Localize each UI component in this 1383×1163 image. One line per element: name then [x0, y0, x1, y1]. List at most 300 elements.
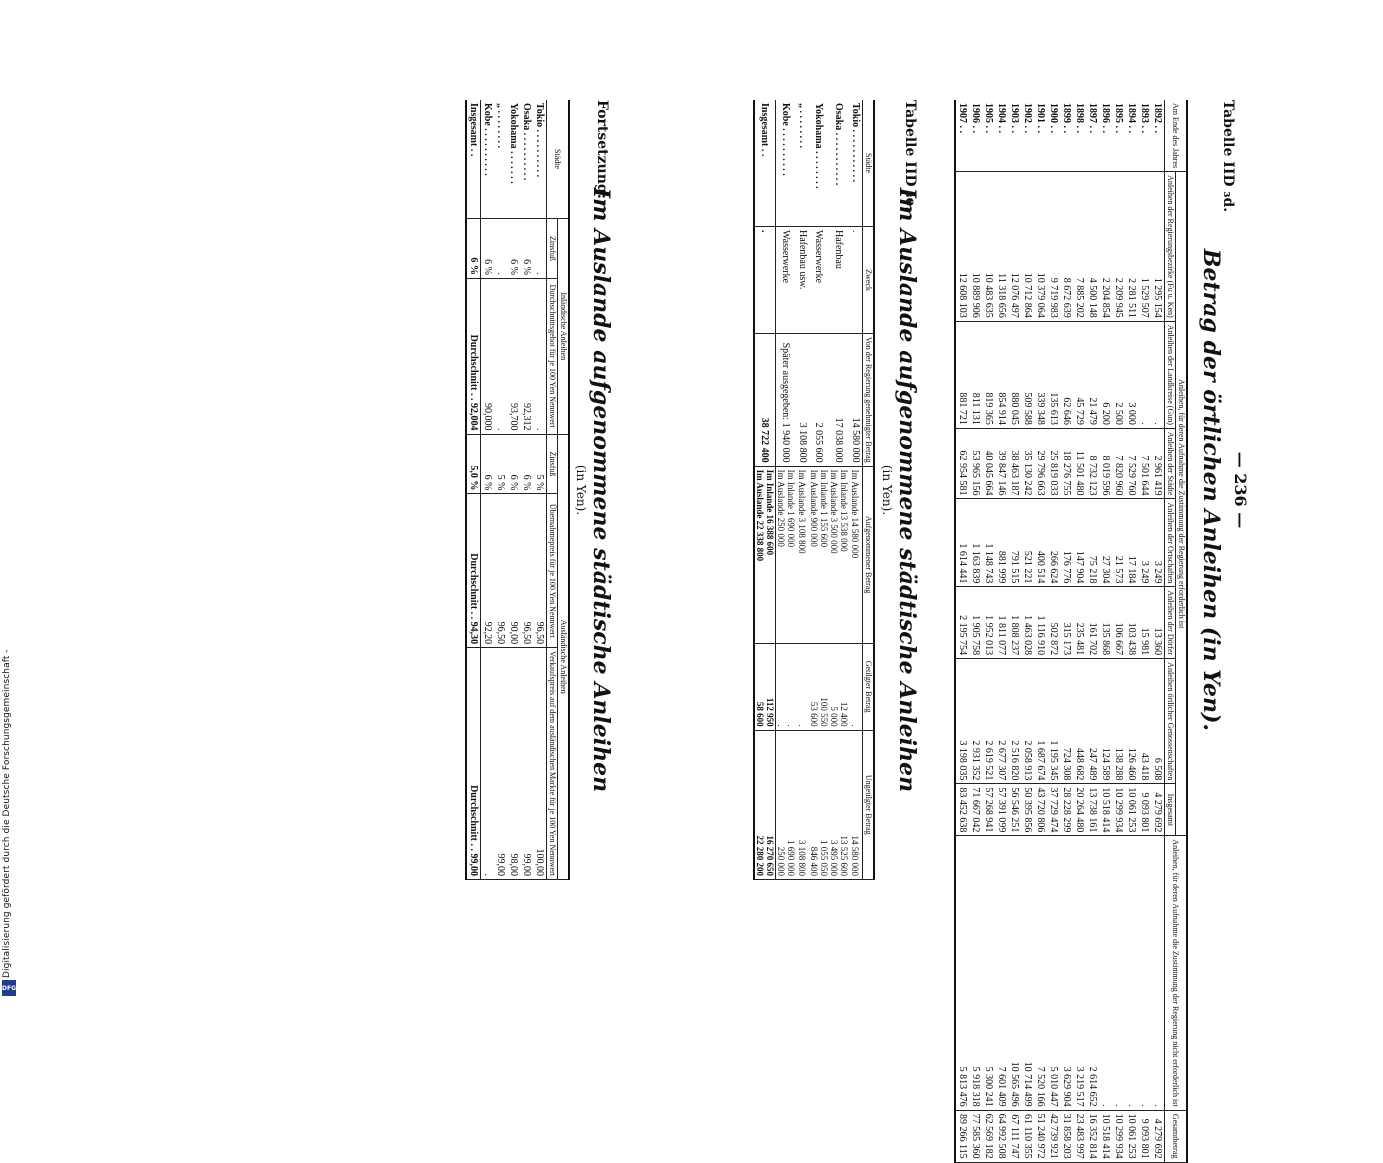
value-cell: 56 546 251 [1008, 784, 1021, 836]
value-cell: 83 452 638 [955, 784, 969, 836]
value-cell: 51 240 972 [1034, 1110, 1047, 1162]
table-row [955, 100, 969, 1162]
purpose-cell: . [849, 227, 863, 334]
value-cell: . [1099, 836, 1112, 1110]
value-cell: 4 500 148 [1086, 172, 1099, 322]
value-cell: 2 931 352 [969, 659, 982, 784]
value-cell: 23 483 997 [1073, 1110, 1086, 1162]
value-cell: 27 304 [1099, 499, 1112, 587]
value-cell: 2 281 511 [1125, 172, 1138, 322]
repaid-cell-line: 12 400 [839, 701, 849, 727]
approved-cell: 17 038 000 [829, 334, 849, 467]
table-row [1060, 100, 1073, 1162]
value-cell: 40 045 664 [982, 428, 995, 499]
table-row [481, 100, 495, 880]
value-cell: 339 348 [1034, 321, 1047, 428]
purpose-cell: Hafenbau usw. [796, 227, 809, 334]
purpose-cell: . [754, 227, 776, 334]
table-foreign-city-loans [753, 100, 875, 880]
year-cell: 1903 . . [1008, 100, 1021, 172]
value-cell: 7 885 202 [1073, 172, 1086, 322]
table-row [1034, 100, 1047, 1162]
value-cell: 124 589 [1099, 659, 1112, 784]
table1-body [955, 100, 1165, 1162]
repaid-cell-line: 100 550 [819, 697, 829, 727]
city-cell: „ . . . . . . . . [796, 100, 809, 227]
purpose-cell: Wasserwerke [776, 227, 797, 334]
raised-cell-line: Im Auslande 900 000 [809, 469, 819, 547]
rate-cell: 5 % [533, 434, 547, 494]
sale-cell: 98,00 [507, 648, 520, 880]
table-interest-rates [465, 100, 570, 880]
value-cell: 1 952 013 [982, 587, 995, 659]
value-cell: . [1151, 836, 1165, 1110]
table-row [1151, 100, 1165, 1162]
city-cell: Kobe . . . . . . . . . . [776, 100, 797, 227]
rate-cell: 6 % [520, 434, 533, 494]
value-cell: 5 918 318 [969, 836, 982, 1110]
raised-cell [796, 466, 809, 643]
value-cell: 3 629 904 [1060, 836, 1073, 1110]
value-cell: 35 130 242 [1021, 428, 1034, 499]
outstanding-cell-line: 1 055 050 [819, 840, 829, 876]
repaid-cell [829, 643, 849, 730]
approved-cell: 2 055 600 [809, 334, 829, 467]
outstanding-cell-line: 13 525 600 [839, 835, 849, 876]
repaid-cell-line: . [850, 724, 861, 727]
col-takeover-price: Übernahmepreis für je 100 Yen Nennwert [547, 494, 558, 648]
table3-label: Fortsetzung: [594, 100, 610, 199]
table-row [1125, 100, 1138, 1162]
value-cell: 7 529 760 [1125, 428, 1138, 499]
table-row [1138, 100, 1151, 1162]
value-cell: 3 249 [1138, 499, 1151, 587]
value-cell: 1 614 441 [955, 499, 969, 587]
repaid-cell-line: 5 000 [829, 706, 839, 727]
value-cell: 10 889 906 [969, 172, 982, 322]
col-year: Am Ende des Jahres [1165, 100, 1188, 172]
value-cell: 2 058 913 [1021, 659, 1034, 784]
value-cell: 881 999 [995, 499, 1008, 587]
rate-cell: 6 % [481, 434, 495, 494]
bid-cell: 92,312 [520, 278, 533, 434]
outstanding-cell [796, 730, 809, 879]
value-cell: 12 608 103 [955, 172, 969, 322]
value-cell: 10 712 864 [1021, 172, 1034, 322]
value-cell: 7 501 644 [1138, 428, 1151, 499]
value-cell: 2 677 307 [995, 659, 1008, 784]
outstanding-cell-line: 22 280 200 [755, 835, 765, 876]
value-cell: . [1151, 321, 1165, 428]
table-row [533, 100, 547, 880]
year-cell: 1896 . . [1099, 100, 1112, 172]
year-cell: 1907 . . [955, 100, 969, 172]
value-cell: 126 460 [1125, 659, 1138, 784]
repaid-cell-line: 112 950 [765, 697, 775, 727]
table3-subtitle: (in Yen). [574, 464, 588, 516]
value-cell: 15 981 [1138, 587, 1151, 659]
sale-cell: . [481, 648, 495, 880]
value-cell: 106 667 [1112, 587, 1125, 659]
value-cell: 724 308 [1060, 659, 1073, 784]
value-cell: 10 518 414 [1099, 1110, 1112, 1162]
page-content [130, 100, 1250, 1159]
value-cell: . [1125, 836, 1138, 1110]
value-cell: 1 116 910 [1034, 587, 1047, 659]
value-cell: 11 318 656 [995, 172, 1008, 322]
value-cell: 12 076 497 [1008, 172, 1021, 322]
value-cell: 1 808 237 [1008, 587, 1021, 659]
value-cell: 9 093 801 [1138, 784, 1151, 836]
value-cell: 235 481 [1073, 587, 1086, 659]
city-cell: Osaka . . . . . . . . . . . [829, 100, 849, 227]
outstanding-cell-line: 1 690 000 [786, 840, 796, 876]
purpose-cell: Wasserwerke [809, 227, 829, 334]
year-cell: 1902 . . [1021, 100, 1034, 172]
dfg-logo: DFG [2, 980, 16, 996]
value-cell: 62 954 581 [955, 428, 969, 499]
table-row [1086, 100, 1099, 1162]
value-cell: 21 479 [1086, 321, 1099, 428]
value-cell: 176 776 [1060, 499, 1073, 587]
value-cell: 161 702 [1086, 587, 1099, 659]
value-cell: 2 961 419 [1151, 428, 1165, 499]
col-cities: Anleihen der Städte [1165, 428, 1176, 499]
col-sale-price: Verkaufspreis auf dem ausländischen Markte für je 100 Yen Nennwert [547, 648, 558, 880]
bid-cell: Durchschnitt . . 92,004 [466, 278, 481, 434]
value-cell: 17 184 [1125, 499, 1138, 587]
outstanding-cell [776, 730, 797, 879]
city-cell: Insgesamt . . [754, 100, 776, 227]
value-cell: 10 061 253 [1125, 784, 1138, 836]
table-row [796, 100, 809, 880]
value-cell: 89 266 115 [955, 1110, 969, 1162]
value-cell: 819 365 [982, 321, 995, 428]
value-cell: 11 501 480 [1073, 428, 1086, 499]
repaid-cell-line: . [786, 724, 796, 727]
outstanding-cell-line: 14 580 000 [850, 835, 861, 876]
rate-cell: 6 % [466, 219, 481, 279]
table-row [849, 100, 863, 880]
table-row [507, 100, 520, 880]
value-cell: 50 395 856 [1021, 784, 1034, 836]
table3-body [466, 100, 547, 880]
col-districts: Anleihen der Landkreise (Gun) [1165, 321, 1176, 428]
value-cell: 2 195 754 [955, 587, 969, 659]
table2-body [754, 100, 863, 880]
year-cell: 1905 . . [982, 100, 995, 172]
approved-cell: 3 108 800 [796, 334, 809, 467]
value-cell: 5 300 241 [982, 836, 995, 1110]
year-cell: 1894 . . [1125, 100, 1138, 172]
table3-title: Im Auslande aufgenommene städtische Anleihen [588, 187, 614, 793]
col-raised: Aufgenommener Betrag [863, 466, 875, 643]
outstanding-cell-line: 3 495 000 [829, 840, 839, 876]
value-cell: 10 299 934 [1112, 1110, 1125, 1162]
repaid-cell [776, 643, 797, 730]
year-cell: 1899 . . [1060, 100, 1073, 172]
value-cell: 4 279 692 [1151, 1110, 1165, 1162]
sale-cell: 99,00 [494, 648, 507, 880]
bid-cell: 90,000 [481, 278, 495, 434]
value-cell: 13 360 [1151, 587, 1165, 659]
value-cell: 1 148 743 [982, 499, 995, 587]
value-cell: 3 249 [1151, 499, 1165, 587]
rate-cell: 6 % [481, 219, 495, 279]
value-cell: 13 738 161 [1086, 784, 1099, 836]
value-cell: 45 729 [1073, 321, 1086, 428]
value-cell: 10 061 253 [1125, 1110, 1138, 1162]
value-cell: 10 379 064 [1034, 172, 1047, 322]
bid-cell: . [533, 278, 547, 434]
outstanding-cell-line: 16 270 650 [765, 835, 775, 876]
raised-cell-line: Im Inlande 1 690 000 [786, 469, 796, 548]
table1-title: Betrag der örtlichen Anleihen (in Yen). [1198, 248, 1224, 732]
year-cell: 1901 . . [1034, 100, 1047, 172]
table-row [1008, 100, 1021, 1162]
outstanding-cell [829, 730, 849, 879]
value-cell: 43 418 [1138, 659, 1151, 784]
value-cell: 2 619 521 [982, 659, 995, 784]
value-cell: 67 111 747 [1008, 1110, 1021, 1162]
rate-cell: 6 % [507, 434, 520, 494]
bid-cell: . [494, 278, 507, 434]
table2-subtitle: (in Yen). [880, 464, 894, 516]
table-row [776, 100, 797, 880]
col-group-inland: Inländische Anleihen [558, 219, 570, 434]
value-cell: 247 489 [1086, 659, 1099, 784]
value-cell: 37 729 474 [1047, 784, 1060, 836]
value-cell: . [1138, 321, 1151, 428]
city-cell: Tokio . . . . . . . . . . [533, 100, 547, 219]
sale-cell: 99,00 [520, 648, 533, 880]
outstanding-cell-line: 250 000 [776, 846, 786, 876]
raised-cell [809, 466, 829, 643]
approved-cell: 14 580 000 [849, 334, 863, 467]
outstanding-cell [754, 730, 776, 879]
col-total: Gesamtbetrag [1165, 1110, 1188, 1162]
repaid-cell [809, 643, 829, 730]
rate-cell: 5 % [494, 434, 507, 494]
table-row [1112, 100, 1125, 1162]
table-row [1099, 100, 1112, 1162]
rate-cell: 5,0 % [466, 434, 481, 494]
value-cell: 103 438 [1125, 587, 1138, 659]
value-cell: 64 992 508 [995, 1110, 1008, 1162]
raised-cell [829, 466, 849, 643]
repaid-cell-line: 53 600 [809, 701, 819, 727]
value-cell: 2 516 820 [1008, 659, 1021, 784]
value-cell: 400 514 [1034, 499, 1047, 587]
value-cell: 6 508 [1151, 659, 1165, 784]
year-cell: 1893 . . [1138, 100, 1151, 172]
value-cell: 62 569 182 [982, 1110, 995, 1162]
raised-cell-line: Im Auslande 250 000 [776, 469, 786, 547]
value-cell: 448 682 [1073, 659, 1086, 784]
raised-cell-line: Im Inlande 13 538 000 [839, 469, 849, 552]
raised-cell-line: Im Auslande 3 500 000 [829, 469, 839, 554]
table1-label: Tabelle IID ₃d. [1220, 100, 1236, 213]
raised-cell-line: Im Inlande 1 155 600 [819, 469, 829, 548]
value-cell: 5 813 476 [955, 836, 969, 1110]
year-cell: 1906 . . [969, 100, 982, 172]
repaid-cell-line: . [776, 724, 786, 727]
value-cell: 62 646 [1060, 321, 1073, 428]
total-row [754, 100, 776, 880]
col-purpose: Zweck [863, 227, 875, 334]
value-cell: . [1138, 836, 1151, 1110]
value-cell: 4 279 692 [1151, 784, 1165, 836]
takeover-cell: 96,50 [520, 494, 533, 648]
year-cell: 1897 . . [1086, 100, 1099, 172]
value-cell: 10 565 496 [1008, 836, 1021, 1110]
value-cell: 3 000 [1125, 321, 1138, 428]
value-cell: 2 209 945 [1112, 172, 1125, 322]
value-cell: 53 965 156 [969, 428, 982, 499]
value-cell: 880 045 [1008, 321, 1021, 428]
value-cell: 43 720 806 [1034, 784, 1047, 836]
value-cell: 10 714 499 [1021, 836, 1034, 1110]
value-cell: 42 739 921 [1047, 1110, 1060, 1162]
value-cell: 25 819 033 [1047, 428, 1060, 499]
col-approved: Von der Regierung genehmigter Betrag [863, 334, 875, 467]
takeover-cell: 90,00 [507, 494, 520, 648]
value-cell: 9 093 801 [1138, 1110, 1151, 1162]
table-row [1047, 100, 1060, 1162]
value-cell: 1 295 154 [1151, 172, 1165, 322]
takeover-cell: 96,50 [533, 494, 547, 648]
value-cell: 266 624 [1047, 499, 1060, 587]
value-cell: 521 221 [1021, 499, 1034, 587]
approved-cell: Später ausgegeben: 1 940 000 [776, 334, 797, 467]
city-cell: Yokohama . . . . . . . [507, 100, 520, 219]
value-cell: 3 219 517 [1073, 836, 1086, 1110]
value-cell: 71 667 042 [969, 784, 982, 836]
raised-cell [754, 466, 776, 643]
takeover-cell: 92,20 [481, 494, 495, 648]
table-row [1073, 100, 1086, 1162]
col-rate-inland: Zinsfuß [547, 219, 558, 279]
value-cell: 1 163 839 [969, 499, 982, 587]
outstanding-cell [809, 730, 829, 879]
raised-cell-line: Im Auslande 14 580 000 [850, 469, 861, 559]
rate-cell: . [533, 219, 547, 279]
value-cell: 10 299 934 [1112, 784, 1125, 836]
value-cell: 8 672 639 [1060, 172, 1073, 322]
raised-cell-line: Im Inlande 16 388 600 [765, 469, 775, 556]
table-row [829, 100, 849, 880]
col-group-ausland: Ausländische Anleihen [558, 434, 570, 880]
value-cell: 10 483 635 [982, 172, 995, 322]
value-cell: 135 613 [1047, 321, 1060, 428]
value-cell: 77 585 360 [969, 1110, 982, 1162]
table-row [809, 100, 829, 880]
value-cell: 8 732 123 [1086, 428, 1099, 499]
value-cell: 10 518 414 [1099, 784, 1112, 836]
rate-cell: 6 % [520, 219, 533, 279]
value-cell: 8 019 596 [1099, 428, 1112, 499]
value-cell: 2 204 854 [1099, 172, 1112, 322]
value-cell: 138 288 [1112, 659, 1125, 784]
value-cell: 16 352 814 [1086, 1110, 1099, 1162]
city-cell: Tokio . . . . . . . . . . . [849, 100, 863, 227]
value-cell: 7 601 409 [995, 836, 1008, 1110]
value-cell: 7 520 166 [1034, 836, 1047, 1110]
funding-sideband [2, 606, 16, 996]
col-outstanding: Ungetilgter Betrag [863, 730, 875, 879]
value-cell: 28 228 299 [1060, 784, 1073, 836]
value-cell: 3 198 035 [955, 659, 969, 784]
col-prefectures: Anleihen der Regierungsbezirke (Fu u. Ken) [1165, 172, 1176, 322]
value-cell: 1 529 507 [1138, 172, 1151, 322]
value-cell: 2 500 [1112, 321, 1125, 428]
col-group-consent: Anleihen, für deren Aufnahme die Zustimmung der Regierung erforderlich ist [1176, 172, 1188, 836]
col-no-consent: Anleihen, für deren Aufnahme die Zustimmung der Regierung nicht erforderlich ist [1165, 836, 1188, 1110]
value-cell: 1 905 758 [969, 587, 982, 659]
sale-cell: Durchschnitt . . 99,00 [466, 648, 481, 880]
page-number: — 236 — [1231, 451, 1250, 529]
repaid-cell [754, 643, 776, 730]
raised-cell [776, 466, 797, 643]
outstanding-cell-line: 846 400 [809, 846, 819, 876]
sale-cell: 100,00 [533, 648, 547, 880]
table-row [969, 100, 982, 1162]
repaid-cell-line: . [797, 724, 808, 727]
value-cell: 21 573 [1112, 499, 1125, 587]
value-cell: 1 811 077 [995, 587, 1008, 659]
outstanding-cell [849, 730, 863, 879]
approved-cell: 38 722 400 [754, 334, 776, 467]
value-cell: 38 463 187 [1008, 428, 1021, 499]
total-row [466, 100, 481, 880]
outstanding-cell-line: 3 108 800 [797, 840, 808, 876]
value-cell: 1 195 345 [1047, 659, 1060, 784]
repaid-cell [796, 643, 809, 730]
raised-cell [849, 466, 863, 643]
value-cell: 57 391 099 [995, 784, 1008, 836]
value-cell: 29 796 663 [1034, 428, 1047, 499]
table-row [1021, 100, 1034, 1162]
value-cell: 2 614 652 [1086, 836, 1099, 1110]
value-cell: 18 276 755 [1060, 428, 1073, 499]
table-row [494, 100, 507, 880]
value-cell: 1 687 674 [1034, 659, 1047, 784]
value-cell: 1 463 028 [1021, 587, 1034, 659]
value-cell: 31 858 203 [1060, 1110, 1073, 1162]
table-local-loans [954, 100, 1188, 1163]
value-cell: 147 904 [1073, 499, 1086, 587]
takeover-cell: 96,50 [494, 494, 507, 648]
value-cell: 509 588 [1021, 321, 1034, 428]
city-cell: Kobe . . . . . . . . . . [481, 100, 495, 219]
value-cell: 5 010 447 [1047, 836, 1060, 1110]
year-cell: 1895 . . [1112, 100, 1125, 172]
year-cell: 1904 . . [995, 100, 1008, 172]
value-cell: 854 914 [995, 321, 1008, 428]
repaid-cell [849, 643, 863, 730]
year-cell: 1898 . . [1073, 100, 1086, 172]
col-subtotal: Insgesamt [1165, 784, 1176, 836]
bid-cell: 93,700 [507, 278, 520, 434]
value-cell: 6 200 [1099, 321, 1112, 428]
year-cell: 1892 . . [1151, 100, 1165, 172]
table-row [520, 100, 533, 880]
raised-cell-line: Im Auslande 3 108 800 [797, 469, 808, 554]
col-villages: Anleihen der Dörfer [1165, 587, 1176, 659]
col-towns: Anleihen der Ortschaften [1165, 499, 1176, 587]
table2-title: Im Auslande aufgenommene städtische Anleihen [894, 187, 920, 793]
col-rate-ausland: Zinsfuß [547, 434, 558, 494]
